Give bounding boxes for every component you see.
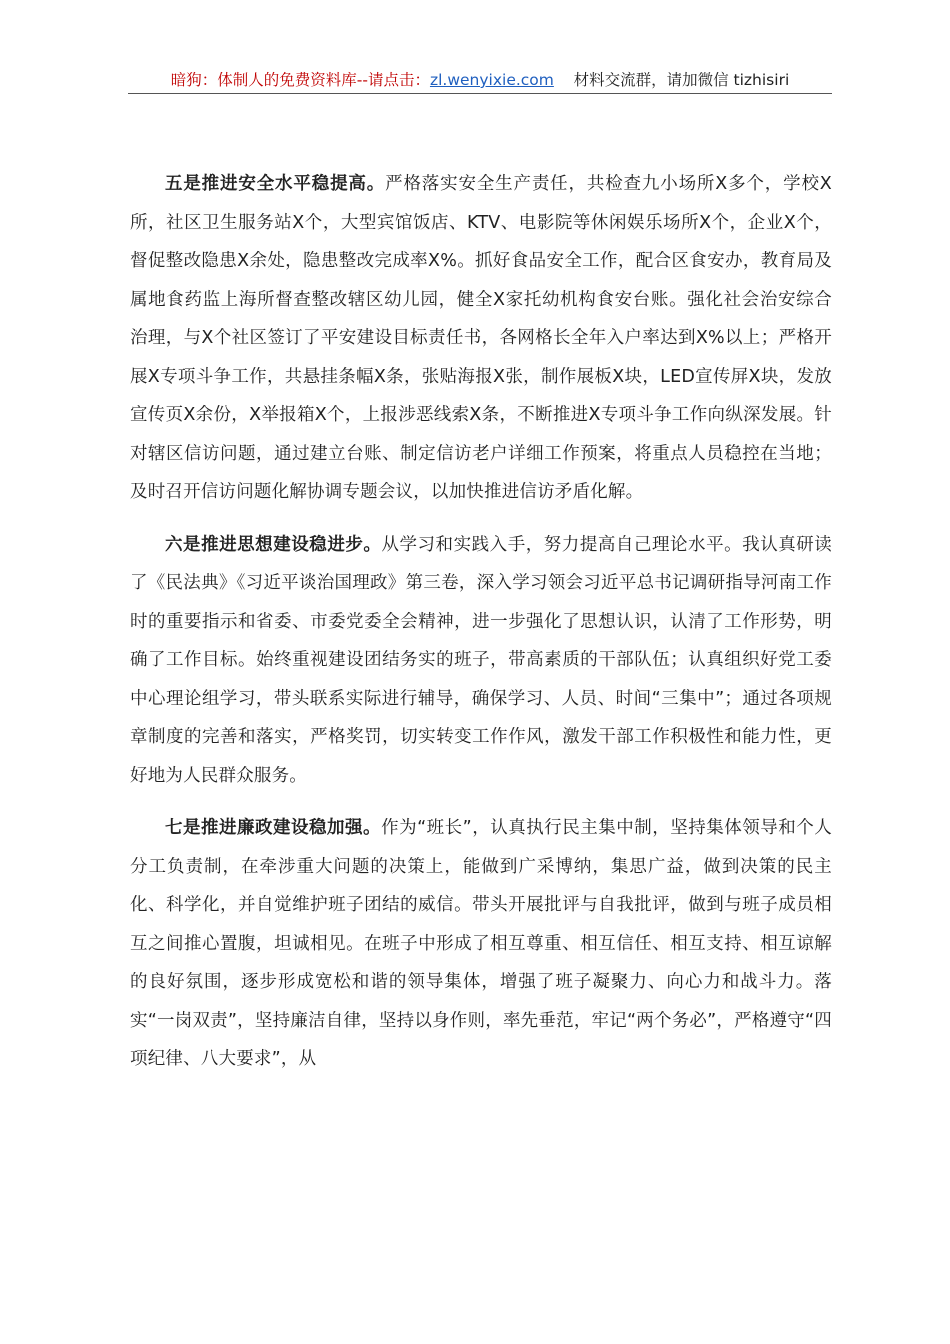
paragraph-lead: 六是推进思想建设稳进步。 <box>165 534 382 555</box>
header-divider <box>128 93 832 94</box>
paragraph-lead: 七是推进廉政建设稳加强。 <box>165 818 382 838</box>
page-header <box>128 70 832 90</box>
paragraph-safety <box>130 165 832 512</box>
paragraph-ideology <box>130 526 832 796</box>
document-body <box>130 165 832 1093</box>
paragraph-lead: 五是推进安全水平稳提高。 <box>165 174 386 194</box>
header-site-name: 暗狗：体制人的免费资料库 <box>170 71 357 89</box>
paragraph-text: 严格落实安全生产责任，共检查九小场所X多个，学校X所，社区卫生服务站X个，大型宾馆饭店、KTV、电影院等休闲娱乐场所X个，企业X个，督促整改隐患X余处，隐患整改完成率X%。抓好食品安全工作，配合区食安办，教育局及属地食药监上海所督查整改辖区幼儿园，健全X家托幼机构食安台账。强化社会治安综合治理，与X个社区签订了平安建设目标责任书，各网格长全年入户率达到X%以上；严格开展X专项斗争工作，共悬挂条幅X条，张贴海报X张，制作展板X块，LED宣传屏X块，发放宣传页X余份，X举报箱X个，上报涉恶线索X条，不断推进X专项斗争工作向纵深发展。针对辖区信访问题，通过建立台账、制定信访老户详细工作预案，将重点人员稳控在当地；及时召开信访问题化解协调专题会议，以加快推进信访矛盾化解。 <box>130 174 832 502</box>
header-wechat-note: 材料交流群，请加微信 tizhisiri <box>573 71 790 89</box>
header-link[interactable]: zl.wenyixie.com <box>429 71 554 89</box>
paragraph-text: 作为“班长”，认真执行民主集中制，坚持集体领导和个人分工负责制，在牵涉重大问题的决策上，能做到广采博纳，集思广益，做到决策的民主化、科学化，并自觉维护班子团结的威信。带头开展批评与自我批评，做到与班子成员相互之间推心置腹，坦诚相见。在班子中形成了相互尊重、相互信任、相互支持、相互谅解的良好氛围，逐步形成宽松和谐的领导集体，增强了班子凝聚力、向心力和战斗力。落实“一岗双责”，坚持廉洁自律，坚持以身作则，率先垂范，牢记“两个务必”，严格遵守“四项纪律、八大要求”，从 <box>130 818 832 1069</box>
paragraph-text: 从学习和实践入手，努力提高自己理论水平。我认真研读了《民法典》《习近平谈治国理政》第三卷，深入学习领会习近平总书记调研指导河南工作时的重要指示和省委、市委党委全会精神，进一步强化了思想认识，认清了工作形势，明确了工作目标。始终重视建设团结务实的班子，带高素质的干部队伍；认真组织好党工委中心理论组学习，带头联系实际进行辅导，确保学习、人员、时间“三集中”；通过各项规章制度的完善和落实，严格奖罚，切实转变工作作风，激发干部工作积极性和能力性，更好地为人民群众服务。 <box>130 534 832 786</box>
header-click-prompt: --请点击： <box>356 71 430 89</box>
paragraph-integrity <box>130 809 832 1079</box>
